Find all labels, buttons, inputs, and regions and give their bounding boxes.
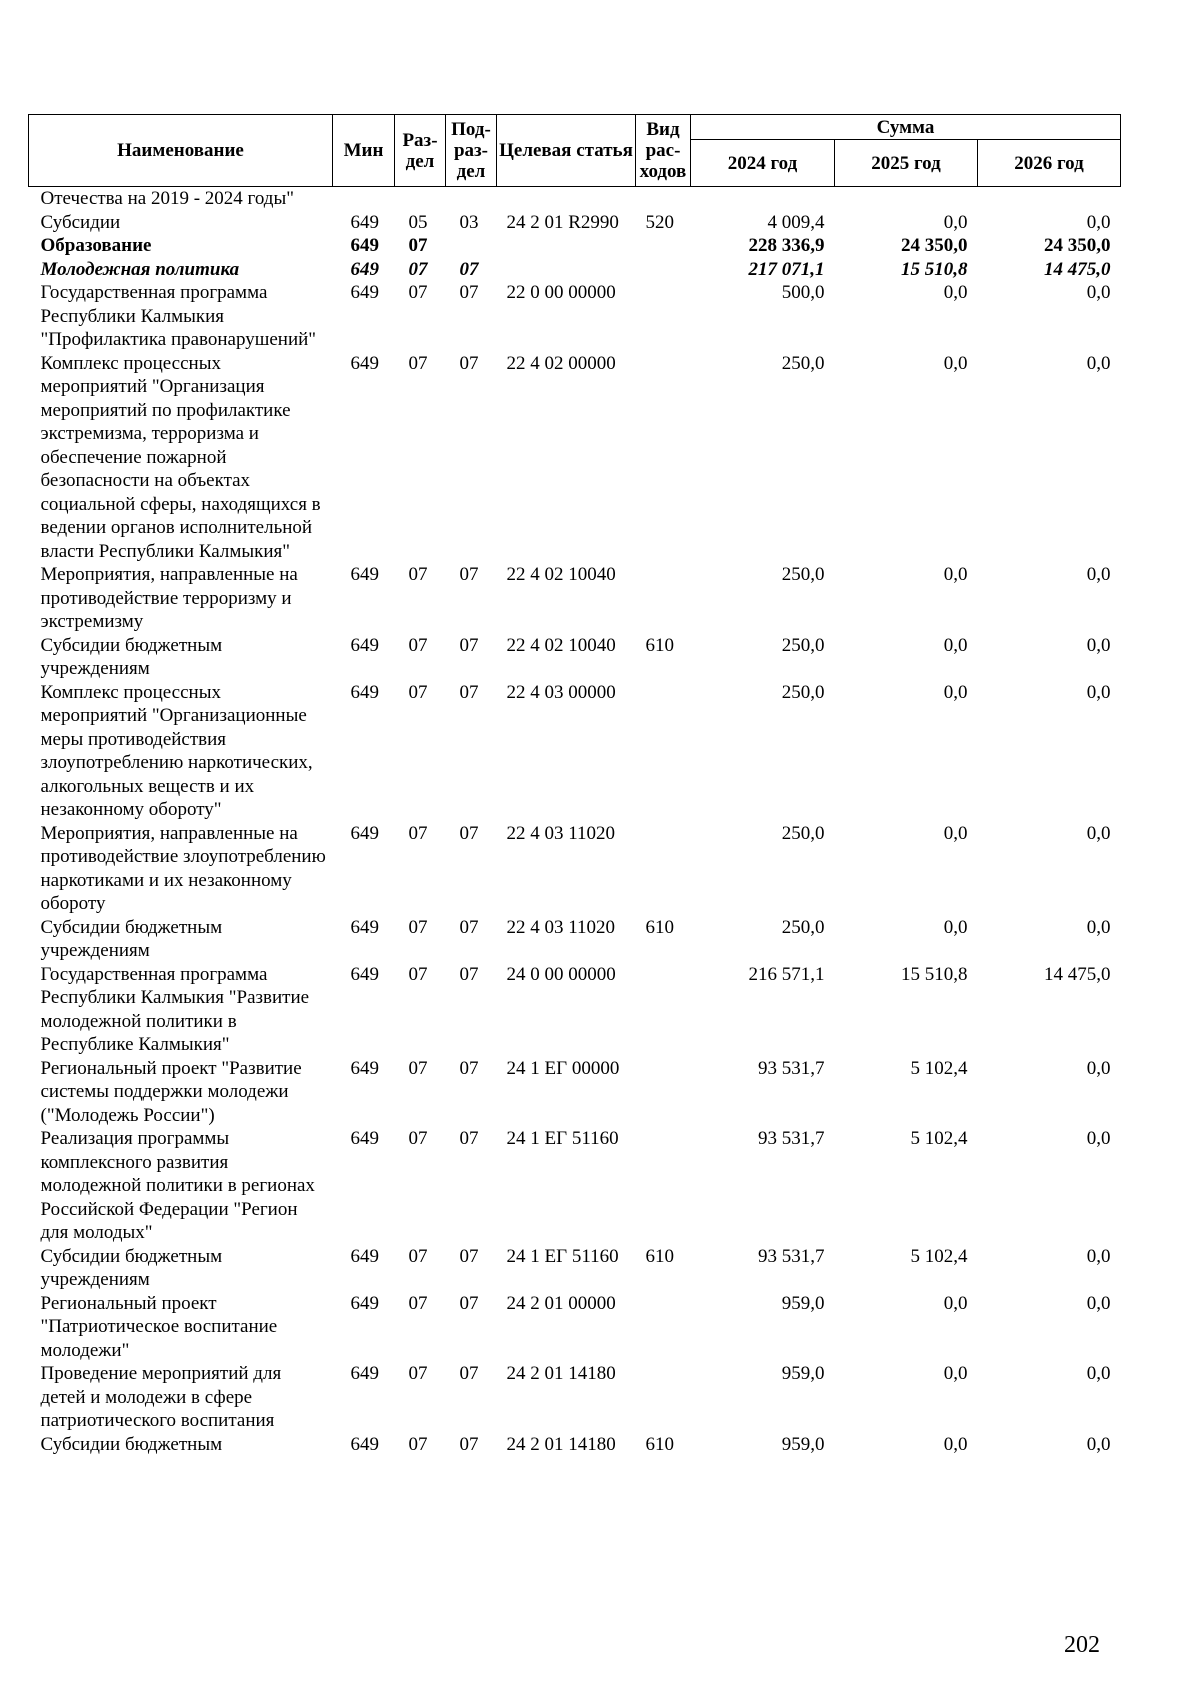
cell-sum-2024: 959,0: [781, 1363, 825, 1384]
cell-name: Реализация программы комплексного развития молодежной политики в регионах Российской Федерации "Регион для молодых": [40, 1128, 315, 1243]
cell-razdel: 07: [408, 822, 428, 844]
table-row: [29, 1245, 1121, 1292]
cell-name: Субсидии: [40, 211, 121, 233]
cell-celevaya-statya: [497, 258, 636, 282]
cell-sum-2025: 0,0: [943, 1292, 968, 1314]
cell-celevaya-statya: 22 4 02 00000: [506, 352, 616, 374]
cell-sum-2026: 14 475,0: [1044, 258, 1111, 280]
cell-razdel: 07: [408, 681, 428, 703]
cell-sum-2026: 0,0: [1086, 352, 1111, 374]
cell-vid-rashodov: [636, 258, 691, 282]
cell-razdel: 07: [408, 1128, 428, 1149]
cell-min: 649: [350, 564, 379, 585]
cell-sum-2025: 15 510,8: [901, 963, 968, 985]
cell-sum-2024: 250,0: [781, 822, 825, 844]
cell-vid-rashodov: 520: [645, 211, 674, 233]
cell-vid-rashodov: [636, 963, 691, 1057]
cell-sum-2026: 0,0: [1086, 564, 1111, 585]
table-row: [29, 187, 1121, 211]
cell-sum-2024: 500,0: [781, 282, 825, 303]
cell-razdel: 07: [408, 282, 428, 303]
table-row: [29, 916, 1121, 963]
table-row: [29, 634, 1121, 681]
cell-min: 649: [350, 1292, 379, 1314]
cell-vid-rashodov: [636, 1057, 691, 1128]
cell-sum-2026: 0,0: [1086, 1292, 1111, 1314]
cell-vid-rashodov: [636, 563, 691, 634]
cell-min: 649: [350, 822, 379, 844]
cell-sum-2026: 0,0: [1086, 1128, 1111, 1149]
cell-celevaya-statya: 22 4 02 10040: [506, 564, 616, 585]
cell-podrazdel: [446, 234, 497, 258]
cell-min: 649: [350, 1057, 379, 1079]
cell-sum-2025: 0,0: [943, 1433, 968, 1455]
cell-razdel: 07: [408, 1057, 428, 1079]
cell-sum-2026: [978, 187, 1121, 211]
header-celevaya: Целевая статья: [497, 115, 636, 187]
cell-min: 649: [350, 681, 379, 703]
cell-sum-2024: 250,0: [781, 564, 825, 585]
cell-min: 649: [350, 1363, 379, 1384]
cell-vid-rashodov: [636, 1362, 691, 1433]
table-row: [29, 681, 1121, 822]
cell-razdel: 07: [408, 258, 428, 280]
cell-podrazdel: 03: [459, 211, 479, 233]
cell-min: 649: [350, 916, 379, 938]
cell-razdel: 05: [408, 211, 428, 233]
cell-sum-2024: 959,0: [781, 1292, 825, 1314]
cell-sum-2024: 93 531,7: [758, 1057, 825, 1079]
cell-name: Мероприятия, направленные на противодействие злоупотреблению наркотиками и их незаконному обороту: [40, 822, 326, 914]
cell-name: Комплекс процессных мероприятий "Организационные меры противодействия злоупотреблению наркотических, алкогольных веществ и их незаконному обороту": [40, 681, 313, 820]
cell-vid-rashodov: [636, 234, 691, 258]
cell-celevaya-statya: 22 0 00 00000: [506, 282, 616, 303]
cell-celevaya-statya: 24 1 ЕГ 51160: [506, 1245, 619, 1267]
table-row: [29, 1362, 1121, 1433]
cell-podrazdel: [446, 187, 497, 211]
cell-sum-2024: 959,0: [781, 1433, 825, 1455]
cell-celevaya-statya: 22 4 02 10040: [506, 634, 616, 656]
cell-razdel: 07: [408, 1363, 428, 1384]
cell-vid-rashodov: [636, 1292, 691, 1363]
cell-min: 649: [350, 963, 379, 985]
header-year-2024: 2024 год: [691, 140, 835, 187]
cell-min: [333, 187, 395, 211]
cell-vid-rashodov: [636, 187, 691, 211]
cell-vid-rashodov: [636, 681, 691, 822]
cell-sum-2026: 0,0: [1086, 1363, 1111, 1384]
table-row: [29, 258, 1121, 282]
cell-celevaya-statya: 22 4 03 11020: [506, 822, 616, 844]
cell-min: 649: [350, 258, 379, 280]
cell-razdel: 07: [408, 564, 428, 585]
cell-celevaya-statya: 24 0 00 00000: [506, 963, 616, 985]
table-row: [29, 822, 1121, 916]
cell-sum-2026: 0,0: [1086, 211, 1111, 233]
header-razdel: Раз-дел: [395, 115, 446, 187]
cell-podrazdel: 07: [459, 1292, 479, 1314]
table-row: [29, 1433, 1121, 1457]
cell-podrazdel: 07: [459, 1057, 479, 1079]
cell-sum-2025: 0,0: [943, 211, 968, 233]
header-vid: Вид рас-ходов: [636, 115, 691, 187]
cell-min: 649: [350, 1433, 379, 1455]
table-row: [29, 963, 1121, 1057]
header-podrazdel: Под-раз-дел: [446, 115, 497, 187]
cell-name: Государственная программа Республики Калмыкия "Профилактика правонарушений": [40, 282, 317, 350]
cell-podrazdel: 07: [459, 1433, 479, 1455]
header-summa: Сумма: [691, 115, 1121, 140]
cell-name: Субсидии бюджетным учреждениям: [40, 1245, 223, 1290]
cell-sum-2026: 0,0: [1086, 916, 1111, 938]
cell-razdel: 07: [408, 235, 428, 256]
cell-min: 649: [350, 282, 379, 303]
cell-celevaya-statya: 24 2 01 R2990: [506, 211, 619, 233]
cell-sum-2025: 0,0: [943, 564, 968, 585]
cell-vid-rashodov: [636, 281, 691, 352]
cell-podrazdel: 07: [459, 1363, 479, 1384]
cell-sum-2024: 217 071,1: [748, 258, 825, 280]
cell-sum-2026: 24 350,0: [1044, 235, 1111, 256]
cell-sum-2024: 4 009,4: [767, 211, 825, 233]
budget-table: [28, 114, 1121, 1456]
cell-sum-2025: 0,0: [943, 916, 968, 938]
cell-name: Государственная программа Республики Калмыкия "Развитие молодежной политики в Республике Калмыкия": [40, 963, 310, 1055]
cell-celevaya-statya: 24 2 01 14180: [506, 1433, 616, 1455]
cell-podrazdel: 07: [459, 681, 479, 703]
cell-sum-2024: 93 531,7: [758, 1128, 825, 1149]
table-row: [29, 1057, 1121, 1128]
cell-vid-rashodov: [636, 822, 691, 916]
cell-sum-2026: 0,0: [1086, 681, 1111, 703]
cell-sum-2025: 0,0: [943, 822, 968, 844]
cell-razdel: 07: [408, 916, 428, 938]
cell-razdel: 07: [408, 1433, 428, 1455]
cell-sum-2024: 250,0: [781, 634, 825, 656]
cell-podrazdel: 07: [459, 822, 479, 844]
cell-sum-2026: 0,0: [1086, 822, 1111, 844]
cell-sum-2026: 0,0: [1086, 1057, 1111, 1079]
header-year-2025: 2025 год: [835, 140, 978, 187]
cell-sum-2024: 250,0: [781, 352, 825, 374]
cell-name: Образование: [40, 235, 152, 256]
cell-min: 649: [350, 352, 379, 374]
cell-vid-rashodov: [636, 1127, 691, 1245]
cell-podrazdel: 07: [459, 352, 479, 374]
cell-podrazdel: 07: [459, 282, 479, 303]
cell-sum-2025: 5 102,4: [910, 1057, 968, 1079]
table-row: [29, 352, 1121, 564]
cell-vid-rashodov: 610: [645, 1245, 674, 1267]
cell-vid-rashodov: 610: [645, 634, 674, 656]
cell-min: 649: [350, 1245, 379, 1267]
cell-podrazdel: 07: [459, 258, 479, 280]
cell-name: Субсидии бюджетным учреждениям: [40, 634, 223, 679]
cell-celevaya-statya: 22 4 03 11020: [506, 916, 616, 938]
cell-vid-rashodov: [636, 352, 691, 564]
cell-vid-rashodov: 610: [645, 1433, 674, 1455]
table-row: [29, 563, 1121, 634]
table-row: [29, 281, 1121, 352]
table-row: [29, 1127, 1121, 1245]
cell-sum-2025: 0,0: [943, 1363, 968, 1384]
header-name: Наименование: [29, 115, 333, 187]
cell-sum-2025: 0,0: [943, 634, 968, 656]
cell-sum-2024: [691, 187, 835, 211]
cell-podrazdel: 07: [459, 916, 479, 938]
cell-sum-2025: 5 102,4: [910, 1128, 968, 1149]
cell-sum-2024: 228 336,9: [748, 235, 825, 256]
cell-name: Проведение мероприятий для детей и молодежи в сфере патриотического воспитания: [40, 1363, 282, 1431]
table-row: [29, 1292, 1121, 1363]
header-year-2026: 2026 год: [978, 140, 1121, 187]
cell-podrazdel: 07: [459, 963, 479, 985]
cell-sum-2025: 24 350,0: [901, 235, 968, 256]
cell-name: Субсидии бюджетным: [40, 1433, 223, 1455]
cell-sum-2025: 0,0: [943, 282, 968, 303]
cell-razdel: 07: [408, 963, 428, 985]
cell-sum-2024: 216 571,1: [748, 963, 825, 985]
cell-min: 649: [350, 211, 379, 233]
table-body: [29, 187, 1121, 1457]
cell-name: Мероприятия, направленные на противодействие терроризму и экстремизму: [40, 564, 298, 632]
cell-sum-2026: 0,0: [1086, 1245, 1111, 1267]
cell-celevaya-statya: [497, 234, 636, 258]
cell-sum-2024: 250,0: [781, 916, 825, 938]
cell-sum-2026: 0,0: [1086, 1433, 1111, 1455]
cell-vid-rashodov: 610: [645, 916, 674, 938]
page-number: 202: [1064, 1632, 1100, 1658]
cell-podrazdel: 07: [459, 634, 479, 656]
cell-celevaya-statya: 24 2 01 00000: [506, 1292, 616, 1314]
cell-name: Региональный проект "Развитие системы поддержки молодежи ("Молодежь России"): [40, 1057, 302, 1126]
cell-sum-2025: 5 102,4: [910, 1245, 968, 1267]
cell-name: Региональный проект "Патриотическое воспитание молодежи": [40, 1292, 278, 1361]
cell-celevaya-statya: 24 1 ЕГ 51160: [506, 1128, 619, 1149]
cell-razdel: 07: [408, 634, 428, 656]
cell-sum-2025: 0,0: [943, 681, 968, 703]
cell-name: Комплекс процессных мероприятий "Организация мероприятий по профилактике экстремизма, терроризма и обеспечение пожарной безопасности на объектах социальной сферы, находящихся в ведении органов исполнительной власти Республики Калмыкия": [40, 352, 321, 562]
cell-razdel: [395, 187, 446, 211]
cell-sum-2025: 15 510,8: [901, 258, 968, 280]
cell-name: Отечества на 2019 - 2024 годы": [40, 188, 294, 209]
cell-sum-2025: 0,0: [943, 352, 968, 374]
table-row: [29, 211, 1121, 235]
cell-razdel: 07: [408, 1245, 428, 1267]
cell-sum-2024: 93 531,7: [758, 1245, 825, 1267]
cell-razdel: 07: [408, 352, 428, 374]
cell-min: 649: [350, 1128, 379, 1149]
cell-min: 649: [350, 235, 379, 256]
cell-celevaya-statya: 24 2 01 14180: [506, 1363, 616, 1384]
cell-sum-2026: 0,0: [1086, 282, 1111, 303]
cell-podrazdel: 07: [459, 1245, 479, 1267]
cell-celevaya-statya: 24 1 ЕГ 00000: [506, 1057, 620, 1079]
table-row: [29, 234, 1121, 258]
cell-sum-2025: [835, 187, 978, 211]
cell-podrazdel: 07: [459, 564, 479, 585]
cell-name: Субсидии бюджетным учреждениям: [40, 916, 223, 961]
cell-sum-2024: 250,0: [781, 681, 825, 703]
cell-celevaya-statya: [497, 187, 636, 211]
cell-podrazdel: 07: [459, 1128, 479, 1149]
header-min: Мин: [333, 115, 395, 187]
cell-sum-2026: 14 475,0: [1044, 963, 1111, 985]
cell-celevaya-statya: 22 4 03 00000: [506, 681, 616, 703]
cell-razdel: 07: [408, 1292, 428, 1314]
cell-min: 649: [350, 634, 379, 656]
cell-name: Молодежная политика: [40, 258, 240, 280]
cell-sum-2026: 0,0: [1086, 634, 1111, 656]
table-header: [29, 115, 1121, 187]
